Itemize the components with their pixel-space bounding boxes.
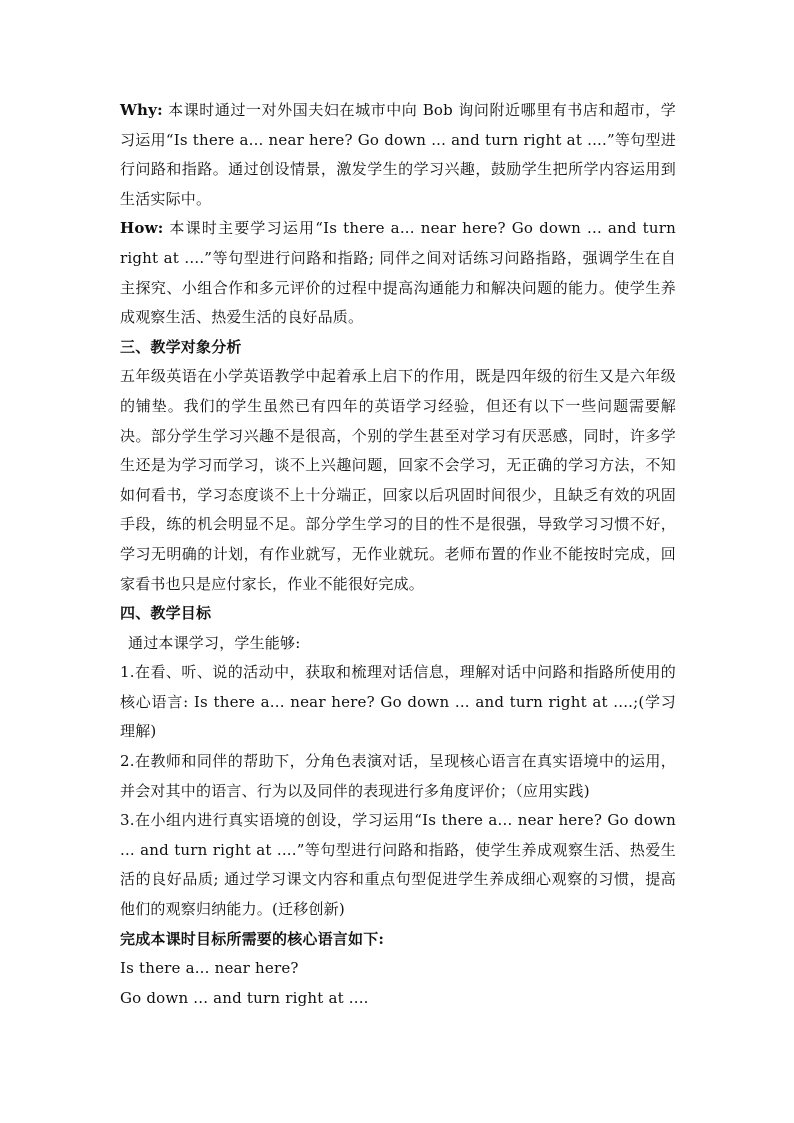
how-paragraph xyxy=(120,214,676,332)
objective-item-2: 2.在教师和同伴的帮助下，分角色表演对话，呈现核心语言在真实语境中的运用，并会对其中的语言、行为以及同伴的表现进行多角度评价；（应用实践) xyxy=(120,752,676,800)
section3-heading: 三、教学对象分析 xyxy=(120,337,242,356)
core-language-heading: 完成本课时目标所需要的核心语言如下: xyxy=(120,929,385,948)
objective-item-3: 3.在小组内进行真实语境的创设，学习运用“Is there a... near here? Go down ... and turn right at ....”等句型进行问路和指路，使学生养成观察生活、热爱生活的良好品质; 通过学习课文内容和重点句型促进学生养成细心观察的习惯，提高他们的观察归纳能力。(迁移创新) xyxy=(120,811,676,919)
core-language-line-2: Go down ... and turn right at .... xyxy=(120,988,369,1007)
section4-heading: 四、教学目标 xyxy=(120,604,212,623)
section3-paragraph: 五年级英语在小学英语教学中起着承上启下的作用，既是四年级的衍生又是六年级的铺垫。我们的学生虽然已有四年的英语学习经验，但还有以下一些问题需要解决。部分学生学习兴趣不是很高，个别的学生甚至对学习有厌恶感，同时，许多学生还是为学习而学习，谈不上兴趣问题，回家不会学习，无正确的学习方法，不知如何看书，学习态度谈不上十分端正，回家以后巩固时间很少，且缺乏有效的巩固手段，练的机会明显不足。部分学生学习的目的性不是很强，导致学习习惯不好，学习无明确的计划，有作业就写，无作业就玩。老师布置的作业不能按时完成，回家看书也只是应付家长，作业不能很好完成。 xyxy=(120,367,676,593)
why-text: 本课时通过一对外国夫妇在城市中向 Bob 询问附近哪里有书店和超市，学习运用“Is there a... near here? Go down ... and turn right at ....”等句型进行问路和指路。通过创设情景，激发学生的学习兴趣，鼓励学生把所学内容运用到生活实际中。 xyxy=(120,101,676,208)
section4-intro: 通过本课学习，学生能够: xyxy=(128,633,301,652)
how-label: How: xyxy=(120,219,164,238)
why-paragraph xyxy=(120,96,676,214)
why-label: Why: xyxy=(120,101,163,119)
objective-item-1: 1.在看、听、说的活动中，获取和梳理对话信息，理解对话中问路和指路所使用的核心语言: Is there a... near here? Go down ... and turn right at ....;(学习理解) xyxy=(120,663,676,741)
how-text: 本课时主要学习运用“Is there a... near here? Go down ... and turn right at ....”等句型进行问路和指路; 同伴之间对话练习问路指路，强调学生在自主探究、小组合作和多元评价的过程中提高沟通能力和解决问题的能力。使学生养成观察生活、热爱生活的良好品质。 xyxy=(120,219,676,327)
core-language-line-1: Is there a... near here? xyxy=(120,959,299,978)
